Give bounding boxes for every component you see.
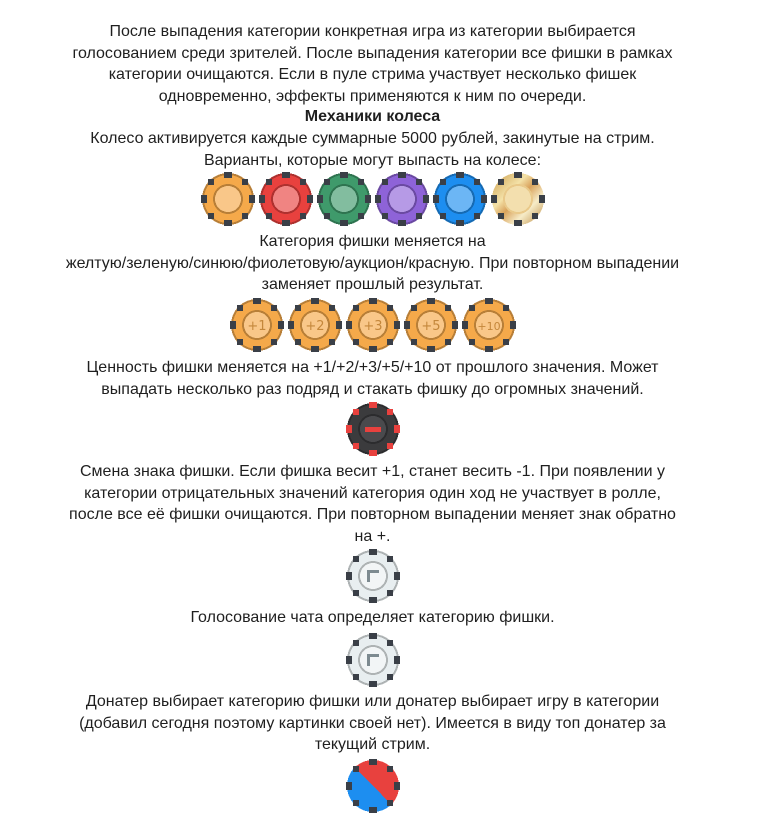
sign-change-paragraph (0, 461, 745, 547)
plus-one-chip-icon (229, 297, 285, 353)
value-chips-row (0, 297, 745, 353)
value-change-line: выпадать несколько раз подряд и стакать фишку до огромных значений. (101, 380, 644, 398)
svg-text:+3: +3 (362, 319, 383, 334)
donator-line: Донатер выбирает категорию фишки или донатер выбирает игру в категории (85, 693, 660, 710)
wheel-line: Колесо активируется каждые суммарные 5000 рублей, закинутые на стрим. (90, 130, 655, 147)
chat-vote-paragraph (0, 607, 745, 629)
svg-text:+1: +1 (246, 319, 267, 334)
sign-change-line: Смена знака фишки. Если фишка весит +1, станет весить -1. При появлении у (79, 463, 665, 480)
donator-line: текущий стрим. (314, 736, 431, 753)
chat-vote-chip-icon (345, 548, 401, 604)
green-chip-icon (316, 171, 372, 227)
category-change-line: желтую/зеленую/синюю/фиолетовую/аукцион/красную. При повторном выпадении (65, 254, 680, 272)
yellow-chip-icon (200, 171, 256, 227)
value-change-paragraph (0, 357, 745, 400)
intro-paragraph (0, 21, 745, 107)
svg-text:+10: +10 (476, 320, 501, 333)
sign-change-line: на +. (354, 527, 391, 545)
svg-text:+2: +2 (304, 319, 325, 334)
red-chip-icon (258, 171, 314, 227)
donator-chip-row (0, 632, 745, 688)
plus-two-chip-icon (287, 297, 343, 353)
purple-chip-icon (374, 171, 430, 227)
plus-three-chip-icon (345, 297, 401, 353)
intro-line: голосованием среди зрителей. После выпадения категории все фишки в рамках (72, 44, 673, 62)
donator-line: (добавил сегодня поэтому картинки своей нет). Имеется в виду топ донатер за (79, 714, 666, 732)
sign-chip-row (0, 401, 745, 457)
chat-vote-line: Голосование чата определяет категорию фишки. (190, 609, 555, 626)
split-chip-row (0, 758, 745, 814)
minus-chip-icon (345, 401, 401, 457)
donator-chip-icon (345, 632, 401, 688)
sign-change-line: после все её фишки очищаются. При повторном выпадении меняет знак обратно (69, 506, 676, 523)
blue-red-chip-icon (345, 758, 401, 814)
value-change-line: Ценность фишки меняется на +1/+2/+3/+5/+10 от прошлого значения. Может (86, 359, 659, 376)
intro-line: категории очищаются. Если в пуле стрима участвует несколько фишек (108, 66, 637, 83)
category-change-line: Категория фишки меняется на (259, 233, 486, 250)
donator-choice-paragraph (0, 691, 745, 756)
plus-ten-chip-icon (461, 297, 517, 353)
intro-line: одновременно, эффекты применяются к ним по очереди. (158, 87, 587, 105)
wheel-description (0, 128, 745, 171)
intro-line: После выпадения категории конкретная игра из категории выбирается (109, 23, 636, 40)
blue-chip-icon (432, 171, 488, 227)
category-change-paragraph (0, 231, 745, 296)
sign-change-line: категории отрицательных значений категория один ход не участвует в ролле, (84, 484, 661, 502)
chat-vote-chip-row (0, 548, 745, 604)
category-chips-row (0, 171, 745, 227)
gold-chip-icon (490, 171, 546, 227)
svg-text:+5: +5 (420, 319, 441, 334)
wheel-heading: Механики колеса (304, 108, 441, 125)
category-change-line: заменяет прошлый результат. (261, 276, 484, 293)
plus-five-chip-icon (403, 297, 459, 353)
wheel-line: Варианты, которые могут выпасть на колесе: (203, 151, 542, 169)
